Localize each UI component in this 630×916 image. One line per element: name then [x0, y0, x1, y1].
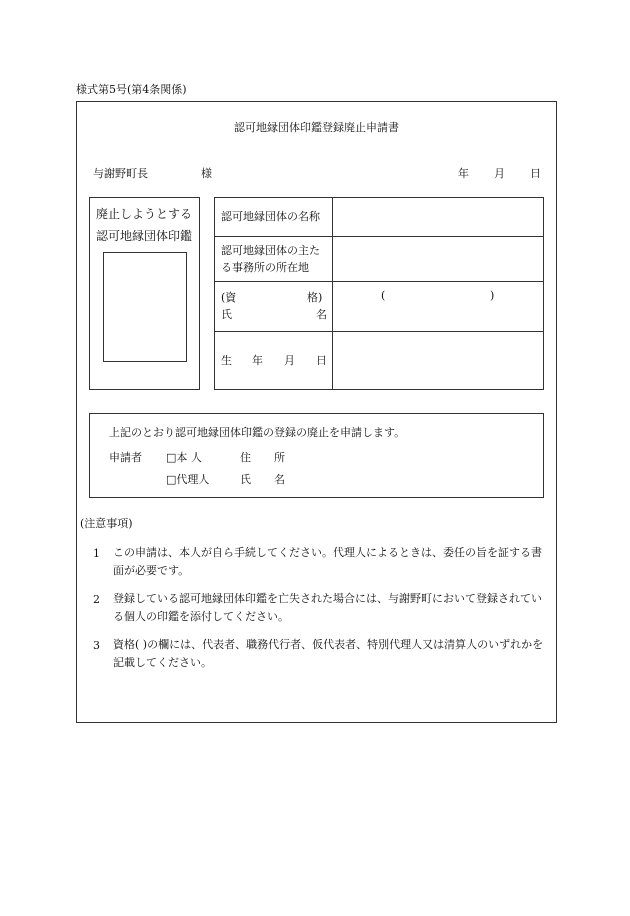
addressee-suffix: 様: [201, 167, 212, 180]
info-table: [214, 197, 544, 390]
org-name-label: 認可地縁団体の名称: [221, 210, 320, 223]
addressee-name: 与謝野町長: [93, 167, 148, 180]
applicant-name-label-char: 氏: [240, 473, 251, 486]
note-number: 1: [93, 547, 100, 560]
seal-label-line1: 廃止しようとする: [96, 207, 193, 221]
name-label-char2: 名: [316, 308, 327, 321]
birth-label-char: 生: [221, 354, 232, 367]
qualification-close: 格): [307, 291, 323, 304]
office-label-line1: 認可地縁団体の主た: [221, 244, 320, 257]
birth-label-char: 月: [284, 354, 295, 367]
address-label-char: 住: [240, 451, 251, 464]
table-row-divider: [214, 236, 544, 237]
applicant-label: 申請者: [109, 451, 142, 464]
office-label-line2: る事務所の所在地: [221, 261, 309, 274]
seal-impression-box: [103, 252, 187, 362]
address-label-char: 所: [274, 451, 285, 464]
applicant-name-label-char: 名: [274, 473, 285, 486]
application-statement: 上記のとおり認可地縁団体印鑑の登録の廃止を申請します。: [109, 426, 406, 439]
self-checkbox[interactable]: □本 人: [166, 451, 202, 464]
note-text: 資格( )の欄には、代表者、職務代行者、仮代表者、特別代理人又は清算人のいずれかを記載してください。: [113, 638, 544, 669]
name-label-char1: 氏: [221, 308, 232, 321]
date-day-label: 日: [530, 167, 541, 180]
table-row-divider: [214, 331, 544, 332]
birth-label-char: 年: [252, 354, 263, 367]
qualification-paren-open: (: [381, 289, 386, 302]
table-column-divider: [332, 197, 333, 390]
form-title: 認可地縁団体印鑑登録廃止申請書: [234, 121, 399, 134]
qualification-paren-close: ): [490, 289, 495, 302]
note-number: 3: [93, 639, 100, 652]
agent-checkbox[interactable]: □代理人: [166, 473, 210, 486]
birth-label-char: 日: [316, 354, 327, 367]
note-text: 登録している認可地縁団体印鑑を亡失された場合には、与謝野町において登録されている個人の印鑑を添付してください。: [113, 592, 542, 623]
date-year-label: 年: [458, 167, 469, 180]
form-number: 様式第5号(第4条関係): [76, 83, 187, 96]
notes-heading: (注意事項): [80, 517, 133, 530]
seal-label-line2: 認可地縁団体印鑑: [96, 229, 193, 243]
note-number: 2: [93, 593, 100, 606]
form-frame: [76, 101, 557, 723]
note-text: この申請は、本人が自ら手続してください。代理人によるときは、委任の旨を証する書面が必要です。: [113, 546, 542, 577]
table-row-divider: [214, 281, 544, 282]
qualification-open: (資: [221, 291, 237, 304]
date-month-label: 月: [494, 167, 505, 180]
